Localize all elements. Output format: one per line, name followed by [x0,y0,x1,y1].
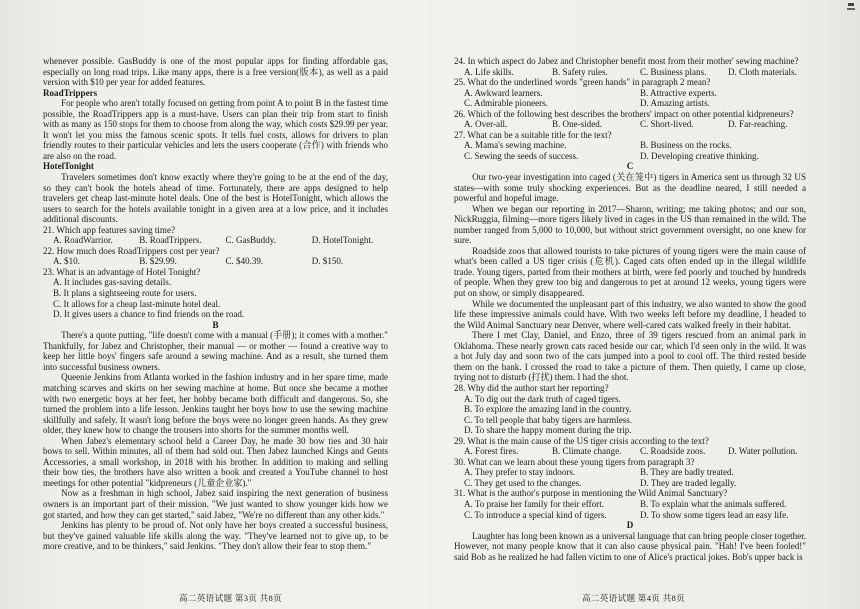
option: B. They are badly treated. [640,467,734,478]
option: A. Over-all. [464,119,508,130]
option: B. Safety rules. [552,66,608,77]
question-24-options [454,67,806,78]
passage-c-paragraph-2: When we began our reporting in 2017—Sharon, writing; me taking photos; and our son, NickRuggia, filming—more tigers likely lived in cages in the US than remained in the wild. The number ranged from 5,000 to 10,000, but without strict government oversight, no one knew for sure. [454,203,806,246]
question-22-options [43,256,388,267]
option: D. HotelTonight. [311,235,374,246]
option: D. To show some tigers lead an easy life. [640,509,789,520]
option: C. $40.39. [225,256,264,267]
option: A. To praise her family for their effort. [464,498,604,509]
option: C. To introduce a special kind of tigers. [464,509,607,520]
option: B. Attractive experts. [640,87,717,98]
option: C. They get used to the changes. [464,477,582,488]
passage-c-paragraph-4: While we documented the unpleasant part of this industry, we also wanted to show the good life these impressive animals could have. With two weeks left before my deadline, I headed to the Wild Animal Sanctuary near Denver, where well-cared cats walked freely in their habitat. [454,298,806,330]
page-footer-right: 高二英语试题 第4页 共8页 [582,593,686,603]
passage-b-paragraph-1: There's a quote putting, "life doesn't come with a manual (手册); it comes with a mother." Thankfully, for Jabez and Christopher, their manual — or mother — found a creative way to keep her little boys' fingers safe around a sewing machine. And as a result, she turned them into successful business owners. [43,330,388,372]
option: C. GasBuddy. [225,235,276,246]
option: D. $150. [311,256,344,267]
question-23: 23. What is an advantage of Hotel Tonight? [43,266,201,277]
option: C. Admirable pioneers. [464,98,548,109]
option: C. To tell people that baby tigers are harmless. [464,414,633,425]
option: A. $10. [53,256,80,267]
option: A. They prefer to stay indoors. [464,467,576,478]
passage-c-paragraph-5: There I met Clay, Daniel, and Enzo, three of 39 tigers rescued from an animal park in Oklahoma. These nearly grown cats raced beside our car, which I'd seen only in the wild. It was a hot July day and soon two of the cats jumped into a pool to cool off. The third rested beside them on the bank. I crossed the road to take a picture of them. Then quietly, I came up close, trying not to disturb (打扰) them. I had the shot. [454,330,806,383]
option: A. To dig out the dark truth of caged tigers. [464,393,621,404]
option: A. RoadWarrior. [53,235,113,246]
option: A. Forest fires. [464,446,519,457]
passage-b-paragraph-3: When Jabez's elementary school held a Career Day, he made 30 bow ties and 30 hair bows to sell. Within minutes, all of them had sold out. Then Jabez launched Kings and Gents Accessories, a small workshop, in 2018 with his brother. In addition to making and selling their bow ties, the brothers have also written a book and created a YouTube channel to host meetings for other potential "kidpreneurs (儿童企业家)." [43,435,388,488]
option: B. To explore the amazing land in the country. [464,404,632,415]
option: D. Cloth materials. [728,66,797,77]
question-27: 27. What can be a suitable title for the text? [454,129,612,140]
passage-b-paragraph-4: Now as a freshman in high school, Jabez said inspiring the next generation of business owners is an important part of their mission. "We just wanted to show younger kids how we got started, and how they can get started," said Jabez, "We're no different than any other kids." [43,488,388,520]
option: D. Water pollution. [728,446,798,457]
option: B. $29.99. [139,256,177,267]
option: C. Sewing the seeds of success. [464,150,579,161]
question-25: 25. What do the underlined words "green hands" in paragraph 2 mean? [454,77,711,88]
question-27-options-row-1 [454,140,806,151]
question-27-options-row-2 [454,151,806,162]
option: C. It allows for a cheap last-minute hotel deal. [53,298,221,309]
passage-d-paragraph-1: Laughter has long been known as a universal language that can bring people closer together. However, not many people know that it can also cause physical pain. "Hah! I've been fooled!" said Bob as he realized he had fallen victim to one of Alice's practical jokes. Bob's upper back is [454,530,806,562]
gasbuddy-paragraph: whenever possible. GasBuddy is one of the most popular apps for finding affordable gas, especially on long road trips. Like many apps, there is a free version(版本), as well as a paid version with $10 per year for added features. [43,56,388,88]
option: D. Amazing artists. [640,98,710,109]
question-31-options-row-2 [454,510,806,521]
option: D. Far-reaching. [728,119,788,130]
page-footer-left: 高二英语试题 第3页 共8页 [179,593,283,603]
option: D. It gives users a chance to find friends on the road. [53,309,245,320]
question-26: 26. Which of the following best describes the brothers' impact on other potential kidpreneurs? [454,108,794,119]
question-30-options-row-2 [454,478,806,489]
question-25-options-row-1 [454,88,806,99]
hoteltonight-heading: HotelTonight [43,161,94,172]
option: B. One-sided. [552,119,603,130]
question-30-options-row-1 [454,467,806,478]
passage-c-paragraph-3: Roadside zoos that allowed tourists to take pictures of young tigers were the main cause of what's been called a US tiger crisis (危机). Caged cats often ended up in the illegal wildlife trade. Young tigers, parted from their mothers at birth, were fed poorly and touched by hundreds of people. When they grew too big and dangerous to pet at around 12 weeks, young tigers were put on show, or simply disappeared. [454,245,806,299]
question-29-options [454,446,806,457]
option: B. It plans a sightseeing route for users. [53,288,197,299]
roadtrippers-paragraph: For people who aren't totally focused on getting from point A to point B in the fastest time possible, the RoadTrippers app is a must-have. Users can plan their trip from start to finish with as many as 150 stops for them to choose from along the way, which costs $29.99 per year. It won't let you miss the famous scenic spots. It tells fuel costs, allows for drivers to plan friendly routes to their particular vehicles and lets the users cooperate (合作) with friends who are also on the road. [43,98,388,161]
option: A. Life skills. [464,66,514,77]
option: C. Roadside zoos. [640,446,706,457]
question-28: 28. Why did the author start her reporting? [454,382,609,393]
option: B. Business on the rocks. [640,140,732,151]
option: B. RoadTrippers. [139,235,202,246]
question-31-options-row-1 [454,499,806,510]
corner-mark-icon [846,2,856,16]
option: A. Mama's sewing machine. [464,140,567,151]
option: D. Developing creative thinking. [640,150,759,161]
passage-b-paragraph-2: Queenie Jenkins from Atlanta worked in the fashion industry and in her spare time, made matching scarves and skirts on her sewing machine at home. But once she became a mother with two energetic boys at her feet, her hobby became both difficult and dangerous. So, she turned the problem into a life lesson. Jenkins taught her boys how to use the sewing machine skillfully and safely. It wasn't long before the boys were no longer green hands. As they grew older, they knew how to change the trousers into shorts for the summer months well. [43,372,388,436]
option: A. It includes gas-saving details. [53,277,172,288]
question-21: 21. Which app features saving time? [43,224,175,235]
section-b-label: B [212,319,219,330]
roadtrippers-heading: RoadTrippers [43,87,98,98]
option: B. Climate change. [552,446,622,457]
passage-c-paragraph-1: Our two-year investigation into caged (关在笼中) tigers in America sent us through 32 US states—with some truly shocking experiences. But as the deadline neared, I still needed a powerful and hopeful image. [454,172,806,204]
question-29: 29. What is the main cause of the US tiger crisis according to the text? [454,435,709,446]
page-fold [430,0,431,609]
option: C. Short-lived. [640,119,694,130]
section-d-label: D [626,520,634,531]
question-24: 24. In which aspect do Jabez and Christopher benefit most from their mother' sewing machine? [454,56,799,66]
left-page-column [43,56,388,552]
hoteltonight-paragraph: Travelers sometimes don't know exactly where they're going to be at the end of the day, so they can't book the hotels ahead of time. Fortunately, there are apps designed to help travelers get cheap last-minute hotel deals. One of the best is HotelTonight, which allows the users to search for the hotels available tonight in a given area at a low price, and it includes additional discounts. [43,172,388,225]
question-30: 30. What can we learn about these young tigers from paragraph 3? [454,456,695,467]
question-21-options [43,235,388,246]
question-22: 22. How much does RoadTrippers cost per year? [43,245,220,256]
right-page-column [454,56,806,562]
option: C. Business plans. [640,66,707,77]
passage-b-paragraph-5: Jenkins has plenty to be proud of. Not only have her boys created a successful business, but they've gained valuable life skills along the way. "They've learned not to give up, to be more creative, and to be thinkers," said Jenkins. "They don't allow their fear to stop them." [43,520,388,552]
option: B. To explain what the animals suffered. [640,498,787,509]
option: D. To share the happy moment during the trip. [464,425,632,436]
section-c-label: C [626,161,634,172]
option: A. Awkward learners. [464,87,543,98]
question-26-options [454,119,806,130]
question-31: 31. What is the author's purpose in mentioning the Wild Animal Sanctuary? [454,488,728,499]
question-25-options-row-2 [454,98,806,109]
option: D. They are traded legally. [640,477,737,488]
